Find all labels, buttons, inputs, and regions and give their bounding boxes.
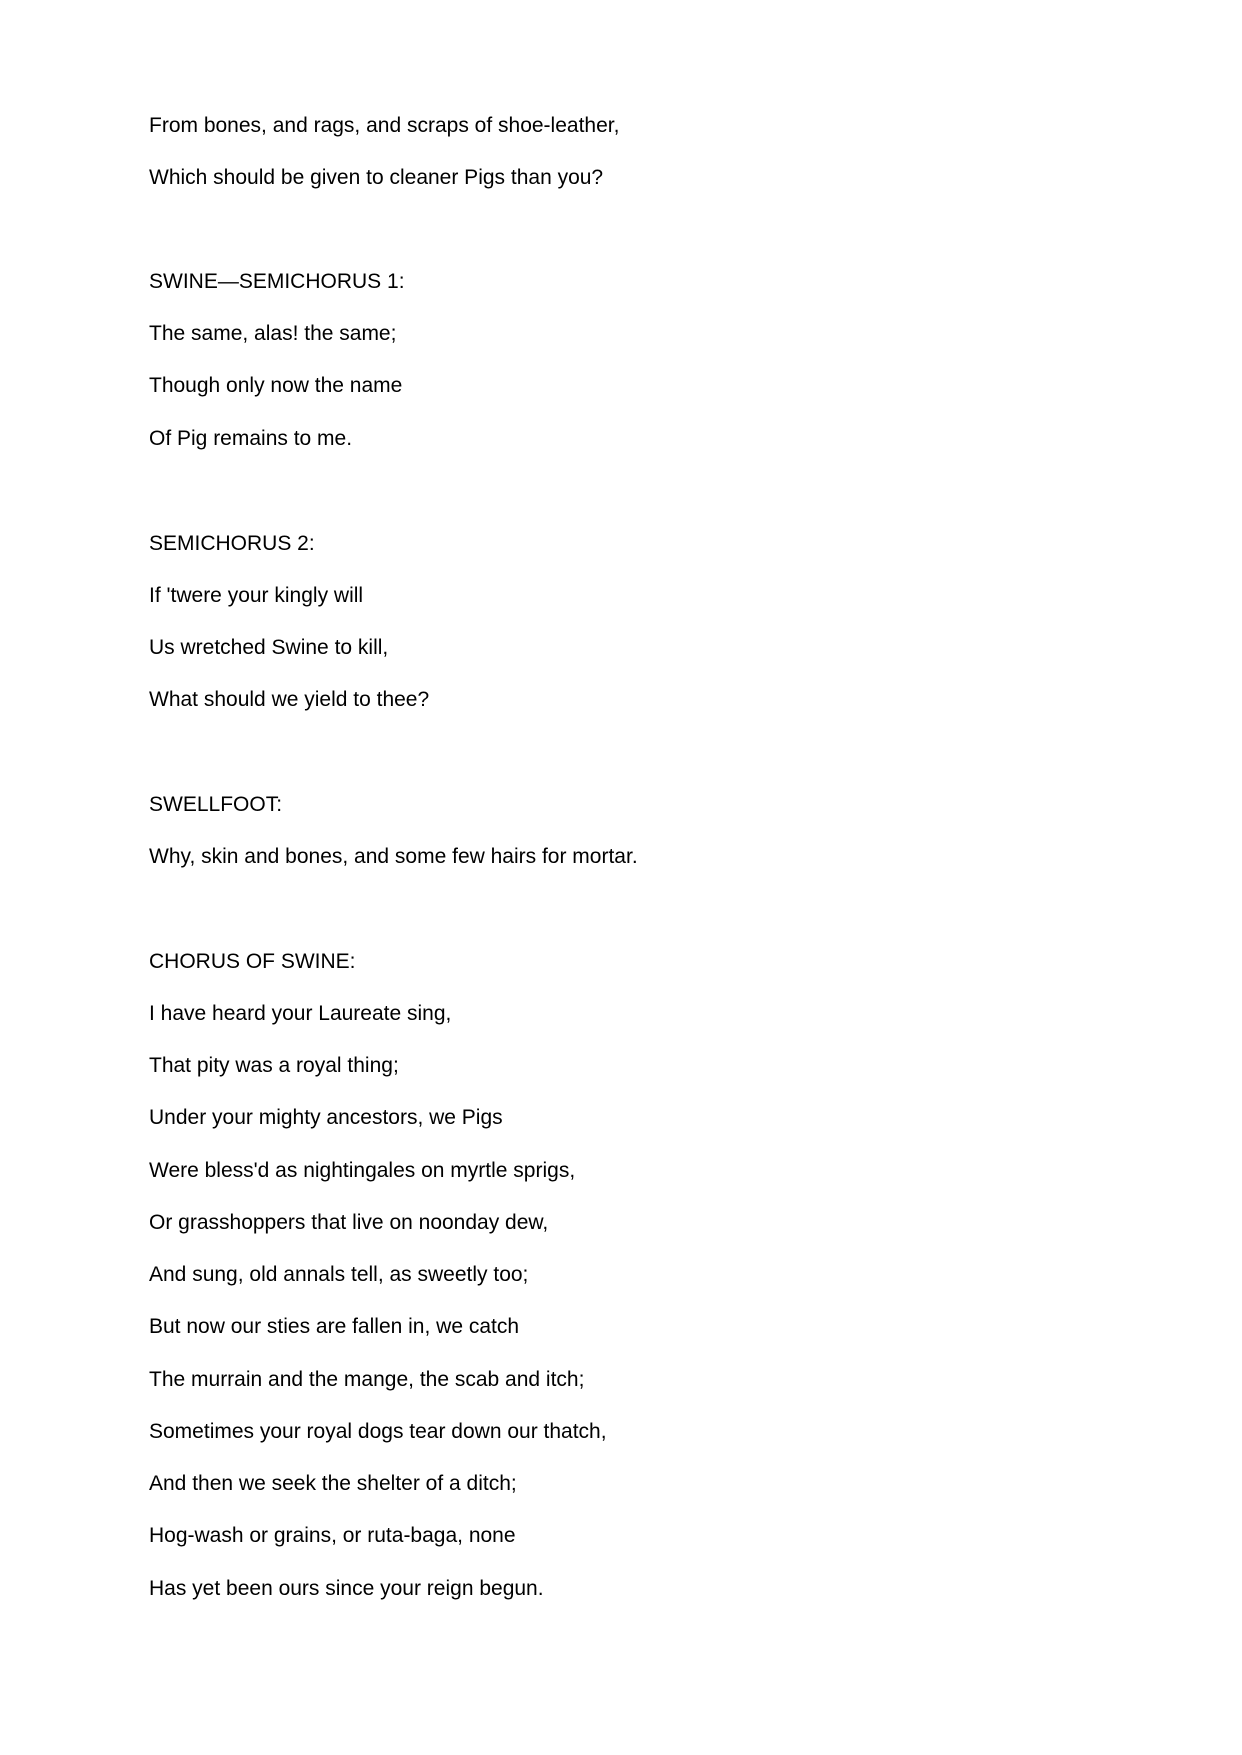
verse-line: Why, skin and bones, and some few hairs for mortar. [149,845,638,868]
verse-line: That pity was a royal thing; [149,1054,399,1077]
verse-line: Under your mighty ancestors, we Pigs [149,1106,503,1129]
verse-line: Were bless'd as nightingales on myrtle sprigs, [149,1159,576,1182]
verse-line: Though only now the name [149,374,403,397]
verse-line: Has yet been ours since your reign begun. [149,1577,544,1600]
verse-line: And then we seek the shelter of a ditch; [149,1472,517,1495]
verse-line: I have heard your Laureate sing, [149,1002,452,1025]
verse-line: Sometimes your royal dogs tear down our thatch, [149,1420,607,1443]
verse-line: And sung, old annals tell, as sweetly too; [149,1263,529,1286]
speaker-heading: SWELLFOOT: [149,793,283,816]
speaker-heading: SWINE—SEMICHORUS 1: [149,270,405,293]
verse-line: Hog-wash or grains, or ruta-baga, none [149,1524,516,1547]
verse-line: Which should be given to cleaner Pigs than you? [149,166,604,189]
verse-line: From bones, and rags, and scraps of shoe-leather, [149,114,620,137]
verse-line: Us wretched Swine to kill, [149,636,389,659]
verse-line: The same, alas! the same; [149,322,397,345]
verse-line: Or grasshoppers that live on noonday dew, [149,1211,549,1234]
verse-line: But now our sties are fallen in, we catch [149,1315,520,1338]
verse-line: What should we yield to thee? [149,688,430,711]
verse-line: Of Pig remains to me. [149,427,353,450]
verse-line: If 'twere your kingly will [149,584,364,607]
speaker-heading: CHORUS OF SWINE: [149,950,356,973]
verse-line: The murrain and the mange, the scab and itch; [149,1368,585,1391]
speaker-heading: SEMICHORUS 2: [149,532,315,555]
